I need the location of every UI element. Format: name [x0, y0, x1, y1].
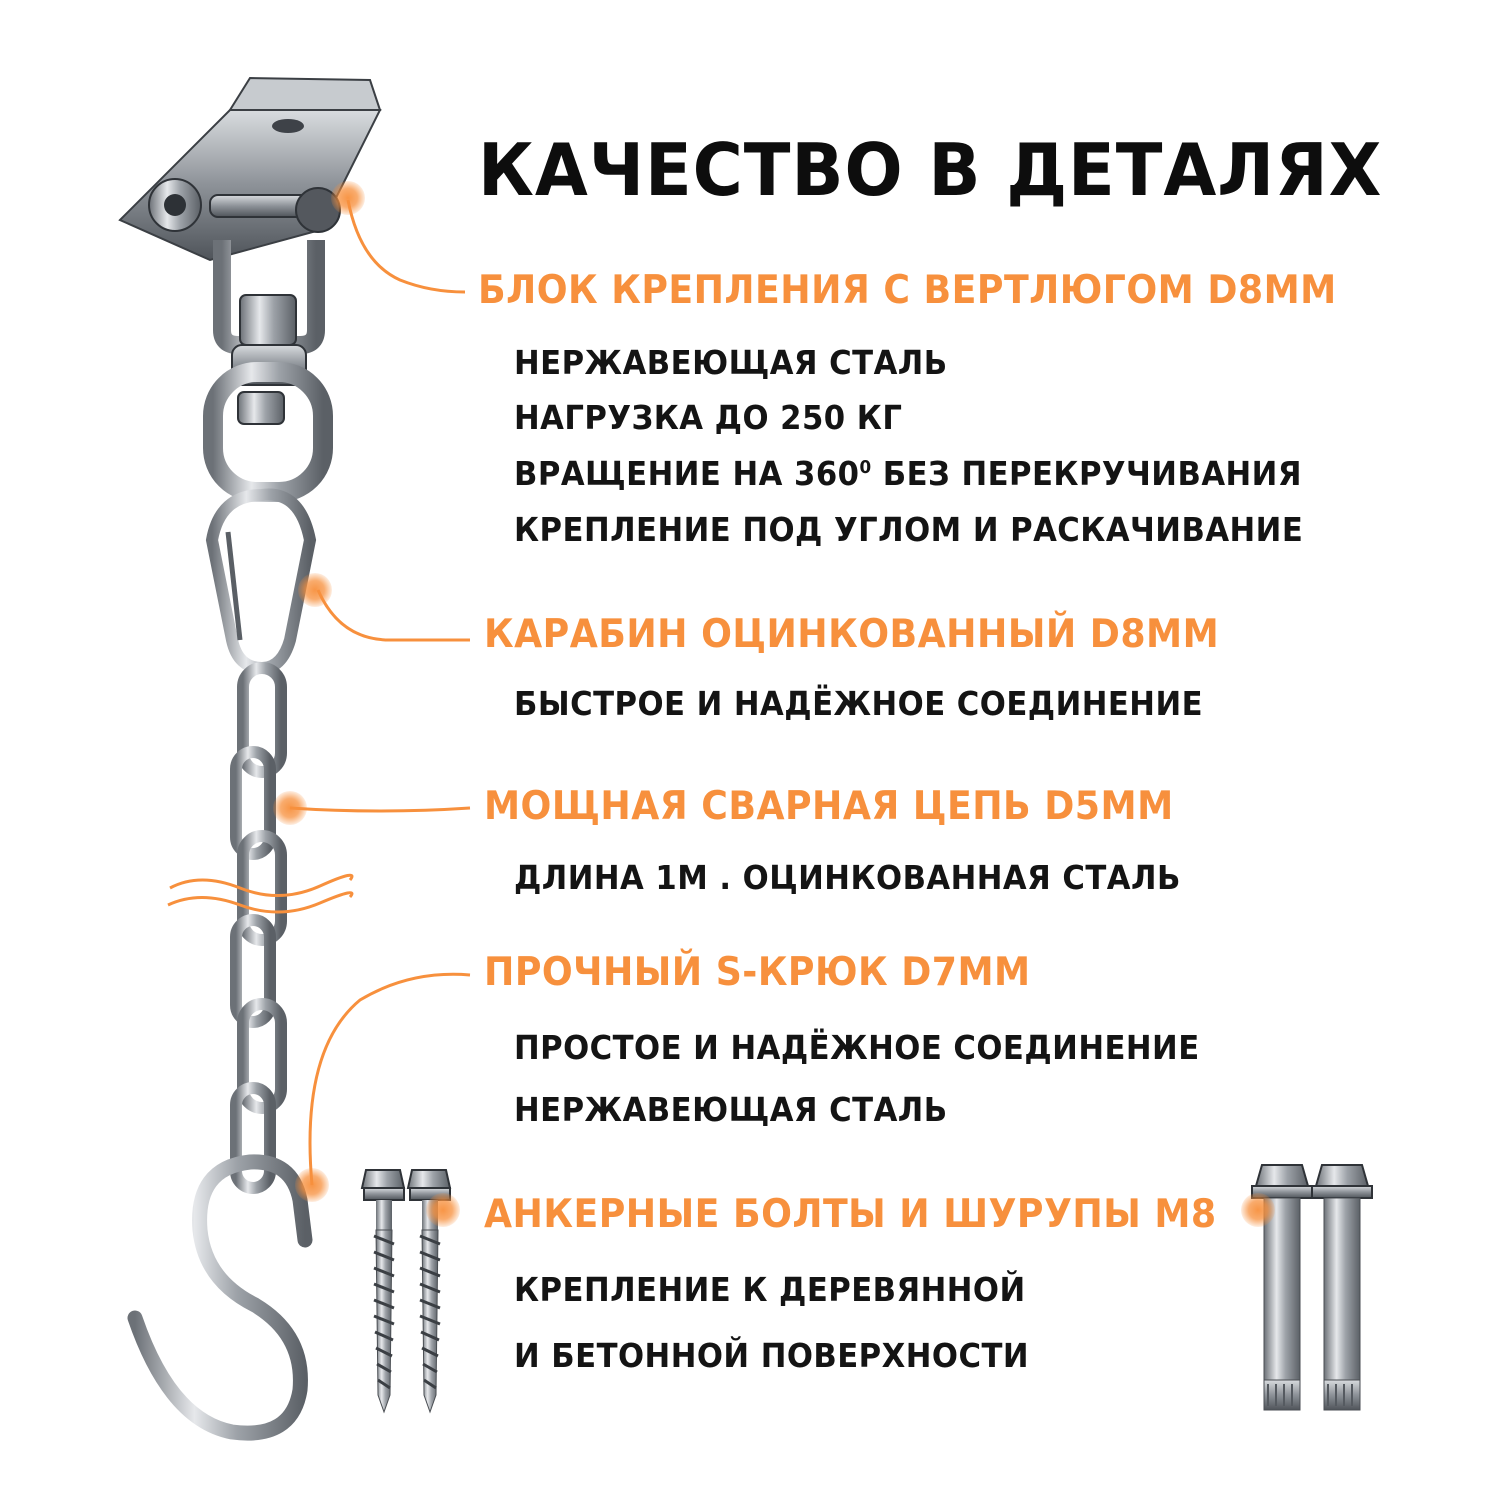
break-marks: [168, 875, 352, 912]
section-heading-anchor: АНКЕРНЫЕ БОЛТЫ И ШУРУПЫ M8: [484, 1192, 1217, 1237]
anchor-line-2: И БЕТОННОЙ ПОВЕРХНОСТИ: [514, 1336, 1030, 1375]
degree-mark: 0: [859, 457, 872, 478]
swivel-line-1: НЕРЖАВЕЮЩАЯ СТАЛЬ: [514, 343, 948, 382]
section-heading-carabiner: КАРАБИН ОЦИНКОВАННЫЙ D8MM: [484, 612, 1220, 657]
swivel-line-4: КРЕПЛЕНИЕ ПОД УГЛОМ И РАСКАЧИВАНИЕ: [514, 510, 1304, 549]
s-hook-line-1: ПРОСТОЕ И НАДЁЖНОЕ СОЕДИНЕНИЕ: [514, 1028, 1200, 1067]
carabiner-icon: [212, 495, 310, 668]
chain-icon: [236, 668, 281, 1188]
carabiner-line-1: БЫСТРОЕ И НАДЁЖНОЕ СОЕДИНЕНИЕ: [514, 684, 1204, 723]
section-heading-s-hook: ПРОЧНЫЙ S-КРЮК D7MM: [484, 950, 1031, 995]
swivel-mount-icon: [120, 78, 380, 492]
page-title: КАЧЕСТВО В ДЕТАЛЯХ: [478, 128, 1383, 212]
s-hook-icon: [135, 1162, 305, 1433]
chain-line-1: ДЛИНА 1М . ОЦИНКОВАННАЯ СТАЛЬ: [514, 858, 1181, 897]
swivel-line-3: ВРАЩЕНИЕ НА $360^0$ БЕЗ ПЕРЕКРУЧИВАНИЯ: [514, 454, 1302, 493]
section-heading-swivel: БЛОК КРЕПЛЕНИЯ С ВЕРТЛЮГОМ D8MM: [478, 268, 1337, 313]
s-hook-line-2: НЕРЖАВЕЮЩАЯ СТАЛЬ: [514, 1090, 948, 1129]
anchor-line-1: КРЕПЛЕНИЕ К ДЕРЕВЯННОЙ: [514, 1270, 1026, 1309]
section-heading-chain: МОЩНАЯ СВАРНАЯ ЦЕПЬ D5MM: [484, 784, 1174, 829]
swivel-line-2: НАГРУЗКА ДО 250 КГ: [514, 398, 903, 437]
